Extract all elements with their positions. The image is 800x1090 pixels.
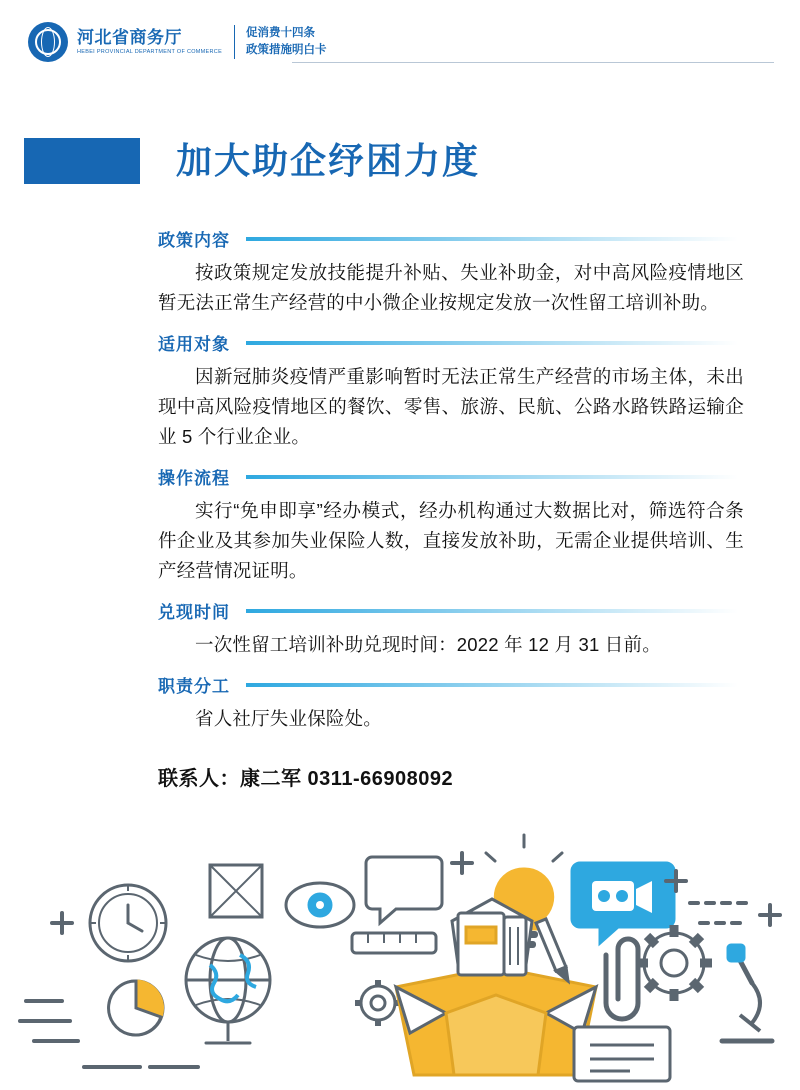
pie-chart-icon <box>109 981 163 1035</box>
page-title: 加大助企纾困力度 <box>176 140 481 181</box>
microscope-icon <box>722 945 772 1041</box>
section-label: 操作流程 <box>158 464 238 489</box>
header-slogan-line2: 政策措施明白卡 <box>246 44 327 56</box>
header-divider-line <box>292 62 774 63</box>
section-body: 按政策规定发放技能提升补贴、失业补助金，对中高风险疫情地区暂无法正常生产经营的中小微企业按规定发放一次性留工培训补助。 <box>158 262 744 313</box>
section-label: 职责分工 <box>158 672 238 697</box>
books-icon <box>458 913 526 975</box>
globe-logo-icon <box>28 22 68 62</box>
document-icon-right <box>574 1027 670 1081</box>
section-heading-policy-content <box>158 226 744 252</box>
section-heading-operation-process <box>158 464 744 490</box>
section-underline <box>246 237 738 241</box>
open-box-icon <box>396 967 596 1075</box>
clock-icon <box>90 885 166 961</box>
section-underline <box>246 475 738 479</box>
video-camera-icon <box>572 863 674 943</box>
organization-logo <box>28 22 327 62</box>
section-body: 因新冠肺炎疫情严重影响暂时无法正常生产经营的市场主体，未出现中高风险疫情地区的餐饮、零售、旅游、民航、公路水路铁路运输企业 5 个行业企业。 <box>158 365 744 447</box>
section-body: 实行“免申即享”经办模式，经办机构通过大数据比对，筛选符合条件企业及其参加失业保险人数，直接发放补助，无需企业提供培训、生产经营情况证明。 <box>158 499 744 581</box>
section-label: 政策内容 <box>158 226 238 251</box>
gear-icon <box>636 925 712 1001</box>
section-underline <box>246 683 738 687</box>
header-slogan <box>246 25 327 60</box>
dashed-lines <box>690 903 754 923</box>
pencil-icon <box>536 919 568 981</box>
speech-bubble-icon <box>366 857 442 923</box>
plus-icon-left <box>52 913 72 933</box>
page-header <box>0 0 800 80</box>
globe-icon <box>186 938 270 1043</box>
policy-content <box>158 226 744 791</box>
section-underline <box>246 341 738 345</box>
eye-icon <box>286 883 354 927</box>
section-label: 适用对象 <box>158 330 238 355</box>
section-heading-redemption-time <box>158 598 744 624</box>
organization-name-cn: 河北省商务厅 <box>77 27 182 47</box>
section-label: 兑现时间 <box>158 598 238 623</box>
list-lines-left <box>20 1001 78 1041</box>
section-heading-applicable-target <box>158 330 744 356</box>
ruler-icon <box>352 933 436 953</box>
grid-icon <box>210 865 262 917</box>
section-body: 一次性留工培训补助兑现时间：2022 年 12 月 31 日前。 <box>195 633 661 655</box>
header-slogan-line1: 促消费十四条 <box>246 26 316 39</box>
paperclip-icon <box>606 939 638 1019</box>
page-title-row <box>24 138 480 184</box>
contact-line: 联系人：康二军 0311-66908092 <box>158 767 454 790</box>
illustration-svg <box>0 805 800 1085</box>
section-body: 省人社厅失业保险处。 <box>195 707 383 729</box>
section-heading-responsibility <box>158 672 744 698</box>
logo-text-block <box>77 29 222 56</box>
small-gear-icon <box>355 980 401 1026</box>
organization-name-en: HEBEI PROVINCIAL DEPARTMENT OF COMMERCE <box>77 48 223 55</box>
logo-divider <box>234 25 235 59</box>
title-accent-bar <box>24 138 140 184</box>
footer-illustration <box>0 805 800 1085</box>
section-underline <box>246 609 738 613</box>
